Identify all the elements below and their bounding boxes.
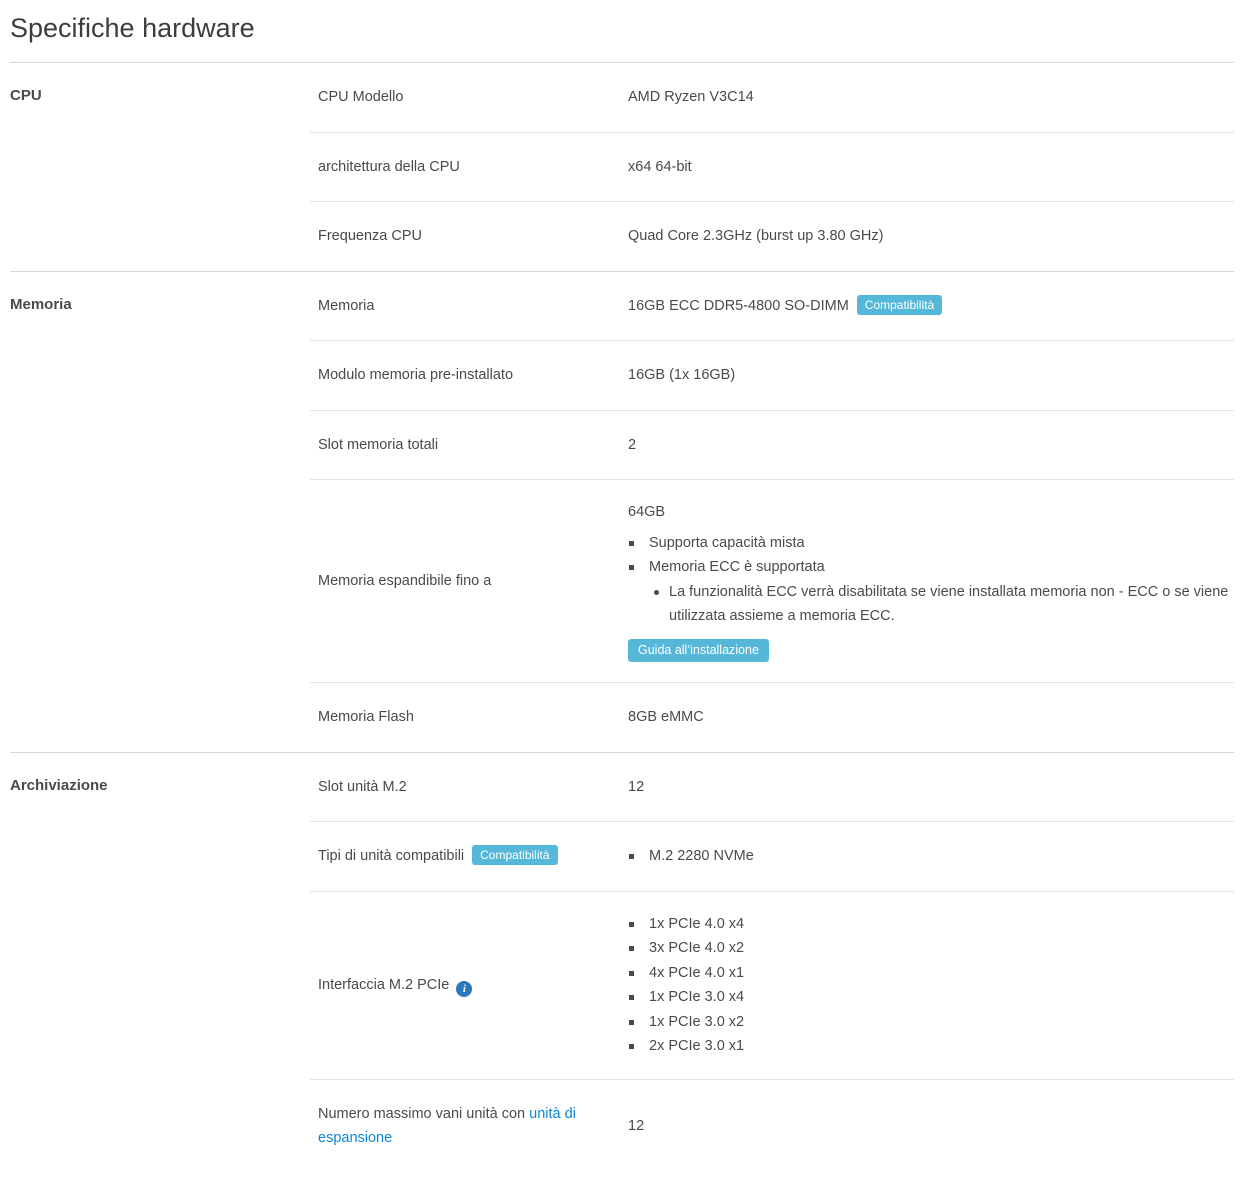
spec-value [628,500,1234,662]
spec-value [628,294,1234,319]
spec-label-text: Interfaccia M.2 PCIe [318,976,450,993]
spec-value: 2 [628,436,637,453]
expansion-units-link[interactable]: unità di espansione [318,1105,576,1146]
spec-row-compatible-drive-types [310,821,1234,891]
info-icon[interactable]: i [456,981,472,997]
section-rows [310,272,1234,752]
list-item [654,580,1234,629]
section-archiviazione [10,752,1234,1173]
spec-row-max-memory [310,479,1234,682]
spec-label: architettura della CPU [318,158,460,175]
max-memory-capacity: 64GB [628,504,666,520]
spec-row-flash-memory [310,682,1234,752]
list-item [628,1010,1234,1035]
drive-types-list [628,844,1234,869]
spec-row-cpu-frequency [310,201,1234,271]
list-item-text: 4x PCIe 4.0 x1 [649,964,745,981]
list-item [628,936,1234,961]
compatibility-badge[interactable]: Compatibilità [472,845,557,865]
spec-label: Slot memoria totali [318,436,439,453]
list-item [628,912,1234,937]
installation-guide-button[interactable]: Guida all’installazione [628,639,769,662]
spec-value: AMD Ryzen V3C14 [628,89,754,105]
spec-label: CPU Modello [318,89,404,105]
max-memory-notes-list [628,531,1234,629]
spec-row-m2-slots [310,753,1234,822]
list-item-text: 1x PCIe 3.0 x4 [649,989,745,1005]
spec-row-cpu-model [310,63,1234,132]
spec-label-text: Tipi di unità compatibili [318,848,465,864]
spec-value [628,844,1234,869]
list-item [628,985,1234,1010]
list-item-text: Memoria ECC è supportata [649,559,825,575]
spec-row-max-drive-bays [310,1079,1234,1173]
spec-label: Memoria espandibile fino a [318,572,492,589]
spec-label [310,1102,628,1151]
spec-row-preinstalled-memory [310,340,1234,410]
list-item-text: Supporta capacità mista [649,534,805,551]
spec-value: 16GB (1x 16GB) [628,367,736,383]
ecc-note-sublist [654,580,1234,629]
spec-row-memory [310,272,1234,341]
section-cpu [10,62,1234,271]
spec-label: Slot unità M.2 [318,778,407,795]
spec-row-cpu-architecture [310,132,1234,202]
list-item [628,555,1234,629]
section-heading-archiviazione: Archiviazione [10,776,108,794]
list-item [628,1034,1234,1059]
list-item-text: 1x PCIe 3.0 x2 [649,1013,745,1030]
section-rows [310,63,1234,271]
spec-label [310,844,628,869]
list-item [628,961,1234,986]
section-rows [310,753,1234,1173]
list-item-text: 3x PCIe 4.0 x2 [649,940,745,956]
list-item [628,844,1234,869]
spec-label: Frequenza CPU [318,228,422,244]
list-item [628,531,1234,556]
spec-value: x64 64-bit [628,158,692,175]
spec-row-m2-pcie-interface [310,891,1234,1079]
spec-value [628,912,1234,1059]
section-heading-memoria: Memoria [10,295,72,313]
pcie-interface-list [628,912,1234,1059]
list-item-text: M.2 2280 NVMe [649,848,754,864]
spec-row-memory-slots [310,410,1234,480]
spec-value: Quad Core 2.3GHz (burst up 3.80 GHz) [628,228,884,244]
spec-label [310,973,628,998]
list-item-text: 2x PCIe 3.0 x1 [649,1038,745,1054]
spec-value: 12 [628,1117,645,1134]
spec-label: Memoria Flash [318,709,414,725]
memory-value-text: 16GB ECC DDR5-4800 SO-DIMM [628,297,849,314]
compatibility-badge[interactable]: Compatibilità [857,295,942,315]
spec-value: 12 [628,778,645,795]
spec-label-text: Numero massimo vani unità con [318,1105,530,1122]
section-heading-cpu: CPU [10,87,42,104]
list-item-text: 1x PCIe 4.0 x4 [649,915,745,932]
section-memoria [10,271,1234,752]
list-item-text: La funzionalità ECC verrà disabilitata se viene installata memoria non - ECC o se viene utilizzata assieme a memoria ECC. [669,583,1229,624]
spec-label: Memoria [318,297,375,314]
page-title: Specifiche hardware [10,13,255,43]
spec-label: Modulo memoria pre-installato [318,367,514,383]
spec-value: 8GB eMMC [628,709,704,725]
